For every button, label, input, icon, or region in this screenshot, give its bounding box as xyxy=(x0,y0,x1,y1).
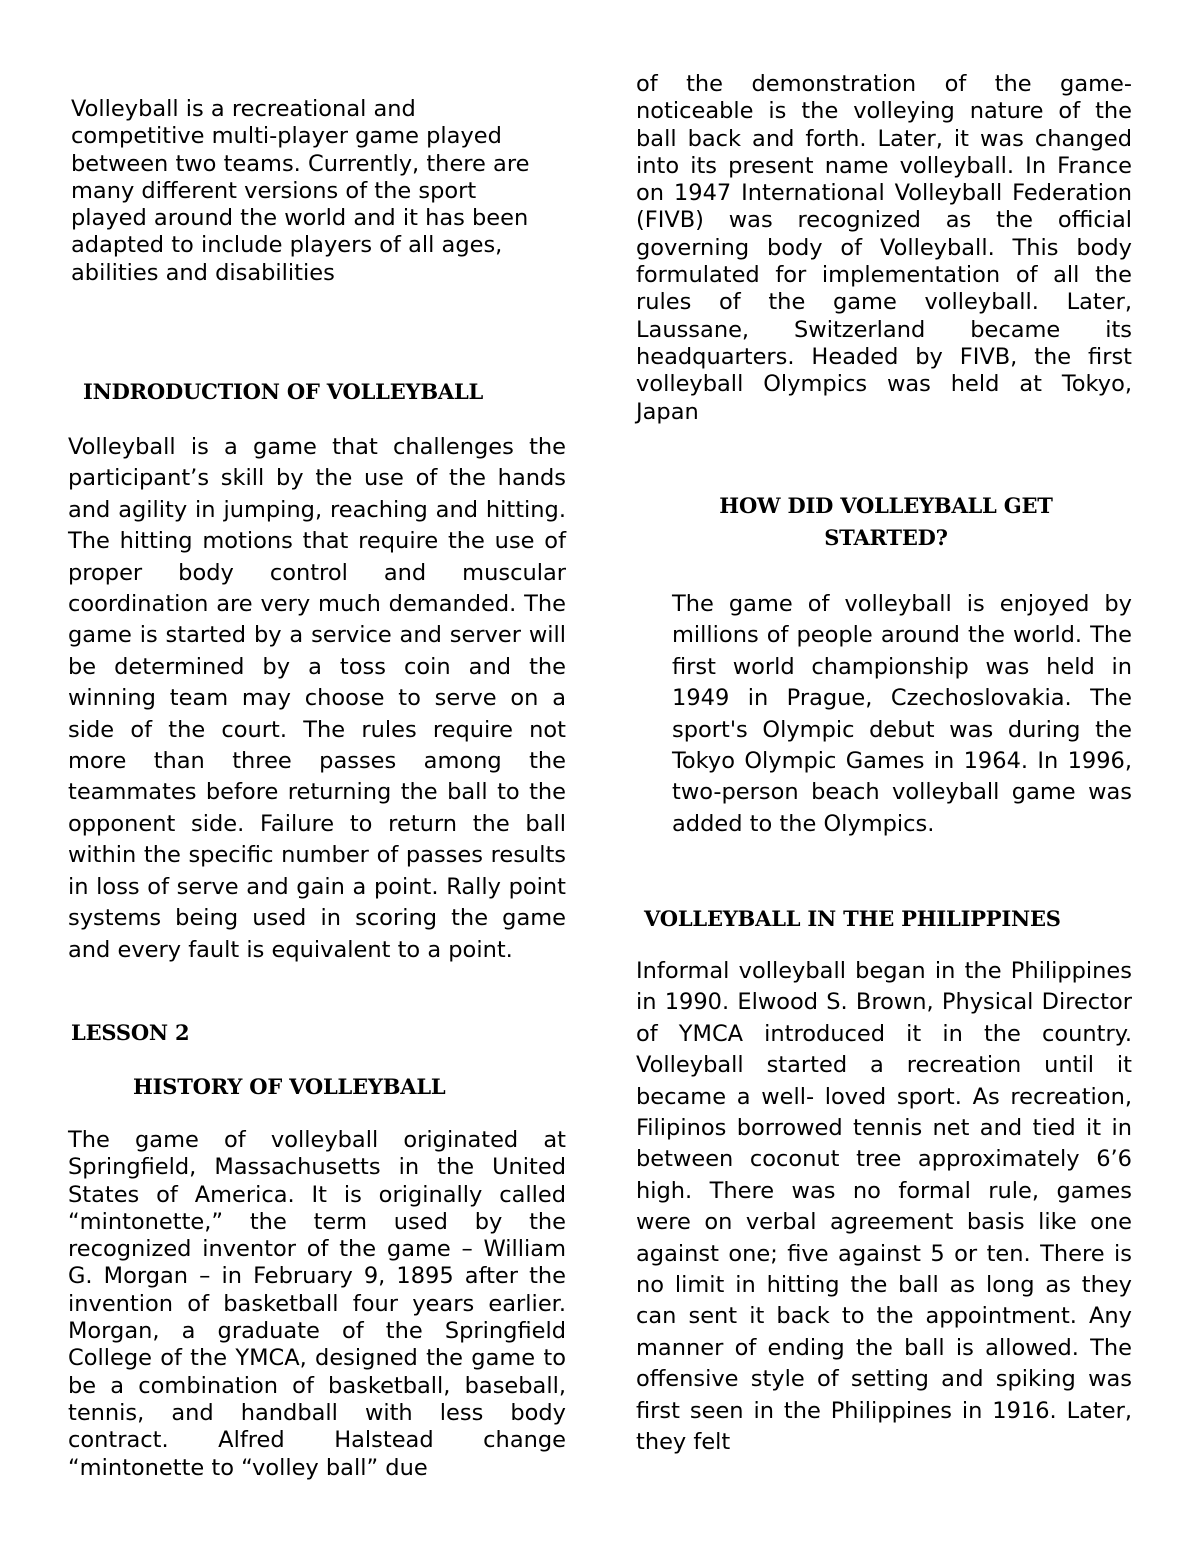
history-heading: HISTORY OF VOLLEYBALL xyxy=(133,1074,446,1099)
intro-paragraph: Volleyball is a recreational and competitive multi-player game played between two teams. Currently, there are many different versions of the sport played around the world and it has been adapted to include players of all ages, abilities and disabilities xyxy=(71,96,530,286)
lesson-label: LESSON 2 xyxy=(71,1020,190,1045)
started-heading: HOW DID VOLLEYBALL GET STARTED? xyxy=(719,493,1053,550)
history-paragraph: The game of volleyball originated at Springfield, Massachusetts in the United States of America. It is originally called “mintonette,” the term used by the recognized inventor of the game – William G. Morgan – in February 9, 1895 after the invention of basketball four years earlier. Morgan, a graduate of the Springfield College of the YMCA, designed the game to be a combination of basketball, baseball, tennis, and handball with less body contract. Alfred Halstead change “mintonette to “volley ball” due xyxy=(68,1127,566,1481)
philippines-paragraph: Informal volleyball began in the Philippines in 1990. Elwood S. Brown, Physical Director of YMCA introduced it in the country. Volleyball started a recreation until it became a well- loved sport. As recreation, Filipinos borrowed tennis net and tied it in between coconut tree approximately 6’6 high. There was no formal rule, games were on verbal agreement basis like one against one; five against 5 or ten. There is no limit in hitting the ball as long as they can sent it back to the appointment. Any manner of ending the ball is allowed. The offensive style of setting and spiking was first seen in the Philippines in 1916. Later, they felt xyxy=(636,958,1132,1456)
history-continuation-paragraph: of the demonstration of the game- noticeable is the volleying nature of the ball back and forth. Later, it was changed into its present name volleyball. In France on 1947 International Volleyball Federation (FIVB) was recognized as the official governing body of Volleyball. This body formulated for implementation of all the rules of the game volleyball. Later, Laussane, Switzerland became its headquarters. Headed by FIVB, the first volleyball Olympics was held at Tokyo, Japan xyxy=(636,71,1132,425)
started-paragraph: The game of volleyball is enjoyed by millions of people around the world. The first world championship was held in 1949 in Prague, Czechoslovakia. The sport's Olympic debut was during the Tokyo Olympic Games in 1964. In 1996, two-person beach volleyball game was added to the Olympics. xyxy=(672,591,1132,837)
introduction-heading: INDRODUCTION OF VOLLEYBALL xyxy=(83,379,484,404)
philippines-heading: VOLLEYBALL IN THE PHILIPPINES xyxy=(644,906,1061,931)
introduction-paragraph: Volleyball is a game that challenges the participant’s skill by the use of the hands and agility in jumping, reaching and hitting. The hitting motions that require the use of proper body control and muscular coordination are very much demanded. The game is started by a service and server will be determined by a toss coin and the winning team may choose to serve on a side of the court. The rules require not more than three passes among the teammates before returning the ball to the opponent side. Failure to return the ball within the specific number of passes results in loss of serve and gain a point. Rally point systems being used in scoring the game and every fault is equivalent to a point. xyxy=(68,434,566,963)
